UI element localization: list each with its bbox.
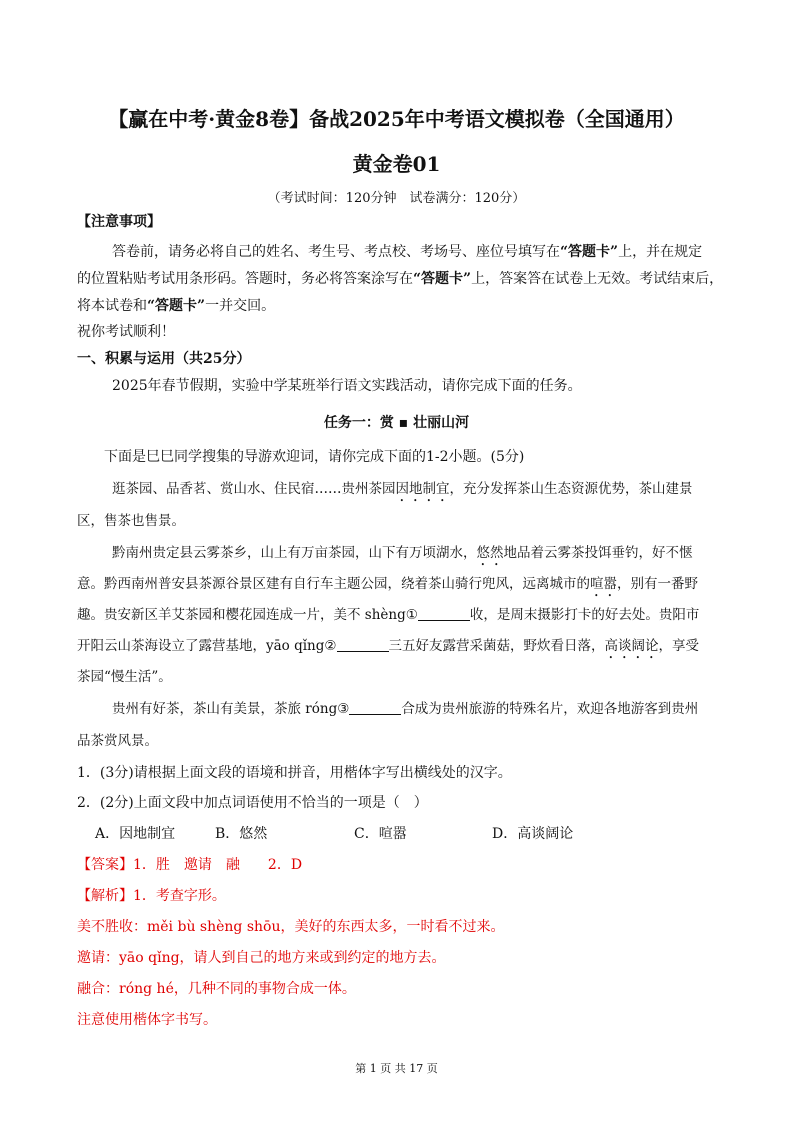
passage-line: 逛茶园、品香茗、赏山水、住民宿……贵州茶园因地制宜，充分发挥茶山生态资源优势，茶山建景 xyxy=(112,481,693,497)
explanation-line: 邀请：yāo qǐng，请人到自己的地方来或到约定的地方去。 xyxy=(77,950,446,966)
exam-info: （考试时间：120分钟 试卷满分：120分） xyxy=(267,191,526,206)
notice-line-3: 将本试卷和“答题卡”一并交回。 xyxy=(77,298,276,314)
passage-line: 开阳云山茶海设立了露营基地，yāo qǐng② 三五好友露营采菌菇，野炊看日落，高谈阔论，享受 xyxy=(77,638,699,654)
analysis-line: 【解析】1．考查字形。 xyxy=(77,888,226,904)
section-heading: 一、积累与运用（共25分） xyxy=(77,351,251,367)
dotted-word: 因地制宜 xyxy=(395,481,450,497)
passage-line: 贵州有好茶，茶山有美景，茶旅 róng③ 合成为贵州旅游的特殊名片，欢迎各地游客到贵州 xyxy=(112,701,699,717)
section-intro: 2025年春节假期，实验中学某班举行语文实践活动，请你完成下面的任务。 xyxy=(112,378,582,394)
dotted-word: 高谈阔论 xyxy=(604,638,659,654)
option-a[interactable]: A．因地制宜 xyxy=(95,826,176,842)
passage-line: 茶园“慢生活”。 xyxy=(77,669,172,685)
question-2: 2．(2分)上面文段中加点词语使用不恰当的一项是（ ） xyxy=(77,795,428,811)
explanation-line: 注意使用楷体字书写。 xyxy=(77,1012,217,1028)
passage-line: 趣。贵安新区羊艾茶园和樱花园连成一片，美不 shèng① 收，是周末摄影打卡的好去处。贵阳市 xyxy=(77,607,700,623)
notice-heading: 【注意事项】 xyxy=(77,214,161,230)
notice-line-1: 答卷前，请务必将自己的姓名、考生号、考点校、考场号、座位号填写在“答题卡”上，并在规定 xyxy=(112,244,703,260)
option-c[interactable]: C．喧嚣 xyxy=(354,826,407,842)
option-d[interactable]: D．高谈阔论 xyxy=(492,826,574,842)
fill-blank-2[interactable] xyxy=(337,637,389,652)
exam-subtitle: 黄金卷01 xyxy=(352,152,441,176)
dotted-word: 悠然 xyxy=(476,545,504,561)
passage-line: 区，售茶也售景。 xyxy=(77,513,185,529)
passage-line: 意。黔西南州普安县茶源谷景区建有自行车主题公园，绕着茶山骑行兜风，远离城市的喧嚣，别有一番野 xyxy=(77,576,698,592)
answer-card-label: “答题卡” xyxy=(560,244,619,260)
explanation-line: 美不胜收：měi bù shèng shōu，美好的东西太多，一时看不过来。 xyxy=(77,919,505,935)
task-title: 任务一：赏 ▪ 壮丽山河 xyxy=(323,415,470,431)
page-number: 第 1 页 共 17 页 xyxy=(355,1062,438,1075)
answer-card-label: “答题卡” xyxy=(413,271,472,287)
explanation-line: 融合：róng hé，几种不同的事物合成一体。 xyxy=(77,981,356,997)
answer-card-label: “答题卡” xyxy=(147,298,206,314)
exam-title: 【赢在中考·黄金8卷】备战2025年中考语文模拟卷（全国通用） xyxy=(108,107,685,131)
option-b[interactable]: B．悠然 xyxy=(215,826,268,842)
fill-blank-1[interactable] xyxy=(418,606,470,621)
fill-blank-3[interactable] xyxy=(349,700,401,715)
answer-line: 【答案】1．胜 邀请 融 2．D xyxy=(77,857,303,873)
wish-text: 祝你考试顺利！ xyxy=(77,324,175,340)
passage-line: 品茶赏风景。 xyxy=(77,733,158,749)
dotted-word: 喧嚣 xyxy=(590,576,617,592)
question-1: 1．(3分)请根据上面文段的语境和拼音，用楷体字写出横线处的汉字。 xyxy=(77,765,512,781)
notice-line-2: 的位置粘贴考试用条形码。答题时，务必将答案涂写在“答题卡”上，答案答在试卷上无效。考试结束后， xyxy=(77,271,724,287)
task-intro: 下面是巳巳同学搜集的导游欢迎词，请你完成下面的1-2小题。(5分) xyxy=(104,449,525,465)
passage-line: 黔南州贵定县云雾茶乡，山上有万亩茶园，山下有万顷湖水，悠然地品着云雾茶投饵垂钓，好不惬 xyxy=(112,545,693,561)
